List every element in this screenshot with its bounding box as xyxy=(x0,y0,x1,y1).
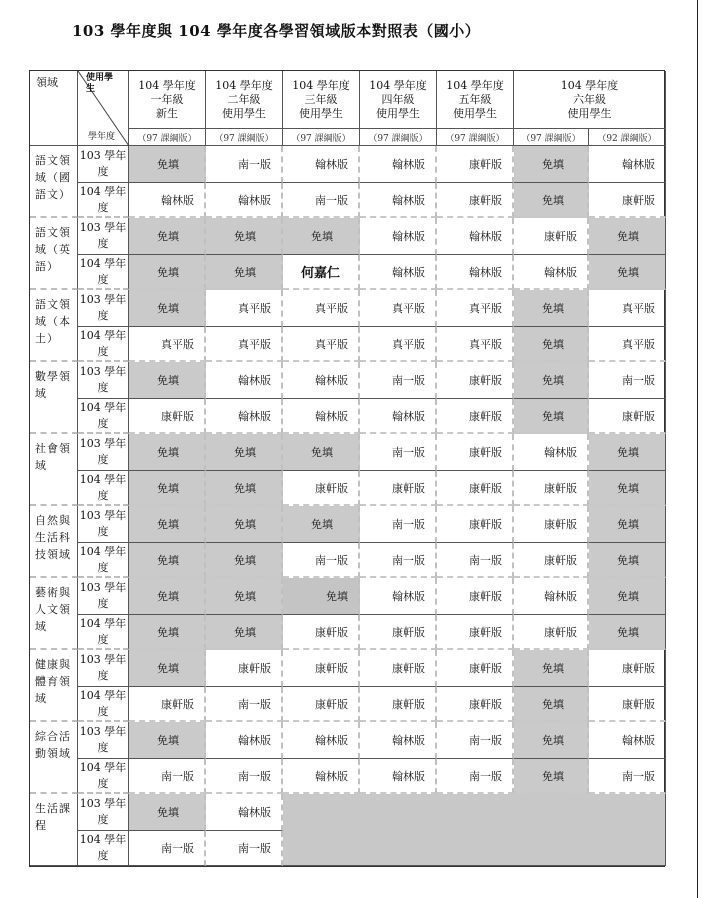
version-cell: 免填 xyxy=(206,615,283,650)
version-cell: 康軒版 xyxy=(283,615,360,650)
version-cell: 免填 xyxy=(129,290,206,327)
version-cell: 真平版 xyxy=(129,327,206,362)
version-cell: 康軒版 xyxy=(283,687,360,722)
year-label-103: 103 學年度 xyxy=(78,290,129,327)
year-label-104: 104 學年度 xyxy=(78,255,129,290)
version-cell: 免填 xyxy=(283,578,360,615)
domain-label: 綜合活動領域 xyxy=(30,722,78,794)
year-label-103: 103 學年度 xyxy=(78,218,129,255)
version-cell: 翰林版 xyxy=(437,255,514,290)
version-cell: 免填 xyxy=(129,615,206,650)
version-cell: 何嘉仁 xyxy=(283,255,360,290)
version-cell: 翰林版 xyxy=(437,218,514,255)
version-cell: 康軒版 xyxy=(437,650,514,687)
version-cell: 免填 xyxy=(129,146,206,183)
version-cell: 免填 xyxy=(514,362,589,399)
version-table xyxy=(29,70,665,867)
column-header-line1: 104 學年度 xyxy=(215,78,273,92)
column-header-line1: 104 學年度 xyxy=(446,78,504,92)
version-cell: 免填 xyxy=(589,615,666,650)
version-cell: 康軒版 xyxy=(129,687,206,722)
version-cell: 免填 xyxy=(589,543,666,578)
version-cell: 康軒版 xyxy=(360,615,437,650)
version-cell: 翰林版 xyxy=(206,399,283,434)
corner-header xyxy=(78,71,129,146)
year-label-103: 103 學年度 xyxy=(78,146,129,183)
version-cell: 南一版 xyxy=(360,434,437,471)
year-label-104: 104 學年度 xyxy=(78,543,129,578)
version-cell: 翰林版 xyxy=(360,722,437,759)
domain-header: 領域 xyxy=(30,71,78,146)
version-cell: 康軒版 xyxy=(437,578,514,615)
version-cell: 南一版 xyxy=(129,831,206,866)
version-cell: 康軒版 xyxy=(437,471,514,506)
version-cell: 免填 xyxy=(514,183,589,218)
version-cell: 免填 xyxy=(129,543,206,578)
version-cell: 康軒版 xyxy=(437,362,514,399)
version-cell: 免填 xyxy=(589,218,666,255)
column-header-line2: 二年級 xyxy=(227,92,261,106)
version-cell: 免填 xyxy=(514,290,589,327)
column-header-line3: 使用學生 xyxy=(376,106,420,120)
column-header-line3: 新生 xyxy=(156,106,178,120)
curriculum-version: （97 課綱版） xyxy=(206,129,283,146)
year-label-103: 103 學年度 xyxy=(78,722,129,759)
domain-label: 社會領域 xyxy=(30,434,78,506)
version-cell: 免填 xyxy=(129,650,206,687)
year-label-104: 104 學年度 xyxy=(78,831,129,866)
corner-top-label: 使用學生 xyxy=(86,73,114,94)
version-cell: 免填 xyxy=(129,506,206,543)
domain-label: 自然與生活科技領域 xyxy=(30,506,78,578)
version-cell: 翰林版 xyxy=(206,362,283,399)
version-cell: 南一版 xyxy=(437,722,514,759)
column-header-line1: 104 學年度 xyxy=(138,78,196,92)
page-edge xyxy=(697,0,698,898)
domain-label: 語文領域（英語） xyxy=(30,218,78,290)
version-cell: 康軒版 xyxy=(589,650,666,687)
version-cell: 南一版 xyxy=(283,543,360,578)
year-label-103: 103 學年度 xyxy=(78,794,129,831)
year-label-103: 103 學年度 xyxy=(78,506,129,543)
version-cell: 免填 xyxy=(514,687,589,722)
version-cell: 康軒版 xyxy=(514,506,589,543)
version-cell: 南一版 xyxy=(206,759,283,794)
year-label-103: 103 學年度 xyxy=(78,578,129,615)
version-cell: 真平版 xyxy=(437,290,514,327)
version-cell: 免填 xyxy=(589,255,666,290)
version-cell: 康軒版 xyxy=(360,650,437,687)
version-cell: 南一版 xyxy=(283,183,360,218)
version-cell: 真平版 xyxy=(589,327,666,362)
column-header-line2: 五年級 xyxy=(458,92,492,106)
column-header-line3: 使用學生 xyxy=(299,106,343,120)
version-cell: 真平版 xyxy=(360,290,437,327)
column-header-line1: 104 學年度 xyxy=(292,78,350,92)
version-cell: 南一版 xyxy=(589,362,666,399)
domain-label: 健康與體育領域 xyxy=(30,650,78,722)
version-cell: 康軒版 xyxy=(283,650,360,687)
version-cell: 真平版 xyxy=(283,290,360,327)
version-cell: 康軒版 xyxy=(514,218,589,255)
version-cell: 康軒版 xyxy=(589,183,666,218)
domain-label: 數學領域 xyxy=(30,362,78,434)
version-cell: 翰林版 xyxy=(360,759,437,794)
version-cell: 康軒版 xyxy=(360,687,437,722)
version-cell: 翰林版 xyxy=(360,146,437,183)
version-cell: 南一版 xyxy=(437,759,514,794)
version-cell: 康軒版 xyxy=(437,434,514,471)
version-cell: 翰林版 xyxy=(206,794,283,831)
version-cell: 真平版 xyxy=(360,327,437,362)
year-label-104: 104 學年度 xyxy=(78,615,129,650)
version-cell: 康軒版 xyxy=(129,399,206,434)
version-cell: 翰林版 xyxy=(360,255,437,290)
version-cell: 免填 xyxy=(206,543,283,578)
curriculum-version-92: （92 課綱版） xyxy=(589,129,666,146)
version-cell: 免填 xyxy=(589,578,666,615)
version-cell: 翰林版 xyxy=(360,399,437,434)
year-label-103: 103 學年度 xyxy=(78,362,129,399)
version-cell: 南一版 xyxy=(360,543,437,578)
version-cell: 免填 xyxy=(283,218,360,255)
version-cell: 翰林版 xyxy=(360,218,437,255)
column-header xyxy=(437,71,514,129)
version-cell: 翰林版 xyxy=(283,399,360,434)
column-header-line2: 六年級 xyxy=(573,92,606,106)
version-cell: 翰林版 xyxy=(206,722,283,759)
version-cell: 免填 xyxy=(514,327,589,362)
curriculum-version: （97 課綱版） xyxy=(283,129,360,146)
version-cell: 免填 xyxy=(129,434,206,471)
version-cell: 免填 xyxy=(129,722,206,759)
version-cell: 免填 xyxy=(129,578,206,615)
version-cell: 康軒版 xyxy=(514,471,589,506)
curriculum-version: （97 課綱版） xyxy=(129,129,206,146)
version-cell: 翰林版 xyxy=(283,146,360,183)
version-cell: 康軒版 xyxy=(589,687,666,722)
version-cell: 翰林版 xyxy=(283,362,360,399)
column-header-line1: 104 學年度 xyxy=(560,78,619,92)
column-header-line3: 使用學生 xyxy=(222,106,266,120)
version-cell: 免填 xyxy=(283,434,360,471)
version-cell: 免填 xyxy=(514,650,589,687)
domain-label: 語文領域（本土） xyxy=(30,290,78,362)
version-cell: 免填 xyxy=(514,722,589,759)
version-cell: 翰林版 xyxy=(360,578,437,615)
year-label-104: 104 學年度 xyxy=(78,327,129,362)
version-cell: 免填 xyxy=(514,146,589,183)
version-cell: 免填 xyxy=(589,506,666,543)
year-label-104: 104 學年度 xyxy=(78,183,129,218)
version-cell: 免填 xyxy=(129,362,206,399)
version-cell: 真平版 xyxy=(437,327,514,362)
version-cell: 康軒版 xyxy=(360,471,437,506)
version-cell: 免填 xyxy=(206,255,283,290)
version-cell: 翰林版 xyxy=(514,434,589,471)
version-cell: 真平版 xyxy=(589,290,666,327)
curriculum-version: （97 課綱版） xyxy=(437,129,514,146)
version-cell: 真平版 xyxy=(283,327,360,362)
curriculum-version: （97 課綱版） xyxy=(360,129,437,146)
version-cell: 免填 xyxy=(206,578,283,615)
year-label-104: 104 學年度 xyxy=(78,759,129,794)
column-header-line1: 104 學年度 xyxy=(369,78,427,92)
column-header-line2: 一年級 xyxy=(150,92,184,106)
curriculum-version-97: （97 課綱版） xyxy=(514,129,589,146)
page-title: 103 學年度與 104 學年度各學習領域版本對照表（國小） xyxy=(72,22,481,40)
version-cell: 免填 xyxy=(514,399,589,434)
column-header xyxy=(283,71,360,129)
version-cell: 免填 xyxy=(129,471,206,506)
version-cell: 翰林版 xyxy=(283,722,360,759)
version-cell: 免填 xyxy=(589,471,666,506)
version-cell: 南一版 xyxy=(437,543,514,578)
version-cell: 南一版 xyxy=(206,146,283,183)
version-cell: 南一版 xyxy=(206,687,283,722)
version-cell: 免填 xyxy=(129,255,206,290)
version-cell: 免填 xyxy=(206,506,283,543)
version-cell: 康軒版 xyxy=(206,650,283,687)
version-cell: 翰林版 xyxy=(589,146,666,183)
column-header-line2: 三年級 xyxy=(304,92,338,106)
version-cell: 康軒版 xyxy=(437,615,514,650)
year-label-104: 104 學年度 xyxy=(78,399,129,434)
column-header-line2: 四年級 xyxy=(381,92,415,106)
version-cell: 南一版 xyxy=(360,362,437,399)
column-header-line3: 使用學生 xyxy=(567,106,612,120)
version-cell: 翰林版 xyxy=(360,183,437,218)
version-cell: 翰林版 xyxy=(514,255,589,290)
version-cell: 康軒版 xyxy=(283,471,360,506)
year-label-103: 103 學年度 xyxy=(78,434,129,471)
version-cell: 免填 xyxy=(206,434,283,471)
version-cell: 南一版 xyxy=(129,759,206,794)
version-cell: 南一版 xyxy=(589,759,666,794)
year-label-104: 104 學年度 xyxy=(78,687,129,722)
version-cell: 康軒版 xyxy=(437,687,514,722)
version-cell: 康軒版 xyxy=(437,399,514,434)
version-cell: 南一版 xyxy=(206,831,283,866)
version-cell: 真平版 xyxy=(206,290,283,327)
column-header-line3: 使用學生 xyxy=(453,106,497,120)
domain-label: 語文領域（國語文） xyxy=(30,146,78,218)
version-cell: 免填 xyxy=(514,759,589,794)
version-cell: 康軒版 xyxy=(437,183,514,218)
version-cell: 免填 xyxy=(283,506,360,543)
version-cell: 免填 xyxy=(129,218,206,255)
version-cell: 真平版 xyxy=(206,327,283,362)
column-header-grade6 xyxy=(514,71,666,129)
version-cell: 免填 xyxy=(129,794,206,831)
column-header xyxy=(360,71,437,129)
domain-label: 生活課程 xyxy=(30,794,78,866)
column-header xyxy=(206,71,283,129)
version-cell: 免填 xyxy=(206,218,283,255)
version-cell: 翰林版 xyxy=(283,759,360,794)
version-cell: 康軒版 xyxy=(514,615,589,650)
version-cell: 康軒版 xyxy=(437,506,514,543)
year-label-103: 103 學年度 xyxy=(78,650,129,687)
version-cell: 免填 xyxy=(206,471,283,506)
version-cell: 南一版 xyxy=(360,506,437,543)
version-cell: 康軒版 xyxy=(514,543,589,578)
corner-bottom-label: 學年度 xyxy=(88,132,116,142)
version-cell: 翰林版 xyxy=(206,183,283,218)
version-cell: 康軒版 xyxy=(589,399,666,434)
version-cell: 康軒版 xyxy=(437,146,514,183)
not-applicable-area xyxy=(283,794,666,866)
year-label-104: 104 學年度 xyxy=(78,471,129,506)
domain-label: 藝術與人文領域 xyxy=(30,578,78,650)
version-cell: 翰林版 xyxy=(514,578,589,615)
column-header xyxy=(129,71,206,129)
version-cell: 翰林版 xyxy=(589,722,666,759)
version-cell: 翰林版 xyxy=(129,183,206,218)
version-cell: 免填 xyxy=(589,434,666,471)
